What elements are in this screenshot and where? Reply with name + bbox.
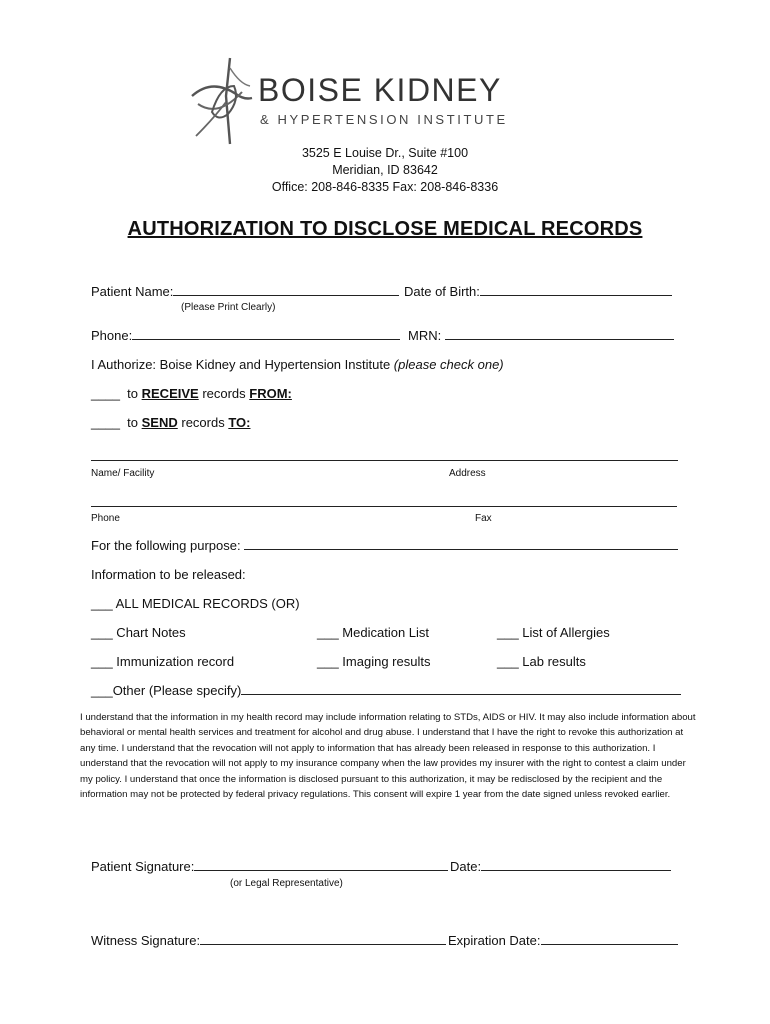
logo-subtitle: & HYPERTENSION INSTITUTE [260,112,508,127]
expiration-date-field[interactable] [448,933,678,948]
send-records-text: records [177,415,229,430]
option-imaging[interactable]: ___ Imaging results [317,654,431,669]
mrn-field[interactable] [408,328,674,343]
dob-label: Date of Birth: [404,284,480,299]
witness-signature-input-line[interactable] [200,933,446,945]
dob-field[interactable] [404,284,672,299]
authorize-line [91,357,504,372]
phone-input-line[interactable] [132,328,400,340]
purpose-label: For the following purpose: [91,538,245,553]
contact-line: Office: 208-846-8335 Fax: 208-846-8336 [271,180,499,194]
expiration-date-label: Expiration Date: [448,933,541,948]
patient-name-field[interactable] [91,284,399,299]
authorize-note: (please check one) [393,357,504,372]
phone-fax-input-line[interactable] [91,506,677,507]
address-line-2: Meridian, ID 83642 [332,163,438,177]
receive-records-text: records [198,386,250,401]
patient-signature-field[interactable] [91,859,448,874]
option-immunization[interactable]: ___ Immunization record [91,654,235,669]
witness-signature-label: Witness Signature: [91,933,201,948]
patient-signature-input-line[interactable] [194,859,448,871]
patient-signature-label: Patient Signature: [91,859,195,874]
purpose-field[interactable] [91,538,678,553]
patient-name-label: Patient Name: [91,284,174,299]
receive-to-text: to [127,386,142,401]
authorize-text: I Authorize: Boise Kidney and Hypertension Institute [91,357,394,372]
other-specify-input-line[interactable] [241,683,681,695]
patient-name-input-line[interactable] [173,284,399,296]
receive-checkbox-blank[interactable]: ____ [91,386,120,401]
address-label: Address [449,468,486,479]
option-chart-notes[interactable]: ___ Chart Notes [91,625,186,640]
purpose-input-line[interactable] [244,538,678,550]
legal-rep-note: (or Legal Representative) [230,878,343,889]
logo [190,56,530,146]
date-input-line[interactable] [481,859,671,871]
send-to-text: to [127,415,142,430]
logo-mark-icon [190,56,254,146]
option-other-field[interactable] [91,683,681,698]
name-facility-label: Name/ Facility [91,468,155,479]
fax-label: Fax [475,513,492,524]
phone-label: Phone: [91,328,133,343]
disclaimer-paragraph: I understand that the information in my health record may include information relating to STDs, AIDS or HIV. It may also include information about behavioral or mental health services and treatment for alcohol and drug abuse. I understand that I have the right to revoke this authorization at any time. I understand that the revocation will not apply to information that has already been released in response to this authorization. I understand that the revocation will not apply to my insurance company when the law provides my insurer with the right to contest a claim under my policy. I understand that once the information is disclosed pursuant to this authorization, it may be redisclosed by the recipient and the information may not be protected by federal privacy regulations. This consent will expire 1 year from the date signed unless revoked earlier. [80,712,696,801]
receive-word: RECEIVE [141,386,199,401]
dob-input-line[interactable] [480,284,672,296]
option-other[interactable]: ___Other (Please specify) [91,683,242,698]
option-medication-list[interactable]: ___ Medication List [317,625,430,640]
receive-option[interactable] [91,386,292,401]
option-list-allergies[interactable]: ___ List of Allergies [497,625,610,640]
info-released-label: Information to be released: [91,567,246,582]
receive-from-word: FROM: [249,386,292,401]
option-lab[interactable]: ___ Lab results [497,654,586,669]
date-label: Date: [450,859,482,874]
name-address-input-line[interactable] [91,460,678,461]
send-checkbox-blank[interactable]: ____ [91,415,120,430]
phone-field[interactable] [91,328,400,343]
phone-small-label: Phone [91,513,120,524]
date-field[interactable] [450,859,671,874]
send-option[interactable] [91,415,250,430]
print-clearly-note: (Please Print Clearly) [181,302,276,313]
address-line-1: 3525 E Louise Dr., Suite #100 [301,146,469,160]
send-word: SEND [141,415,178,430]
logo-name: BOISE KIDNEY [258,72,502,108]
send-to-word: TO: [228,415,251,430]
mrn-label: MRN: [408,328,442,343]
witness-signature-field[interactable] [91,933,446,948]
expiration-date-input-line[interactable] [541,933,678,945]
option-all-records[interactable]: ___ ALL MEDICAL RECORDS (OR) [91,596,300,611]
mrn-input-line[interactable] [445,328,674,340]
form-title: AUTHORIZATION TO DISCLOSE MEDICAL RECORDS [127,218,643,240]
